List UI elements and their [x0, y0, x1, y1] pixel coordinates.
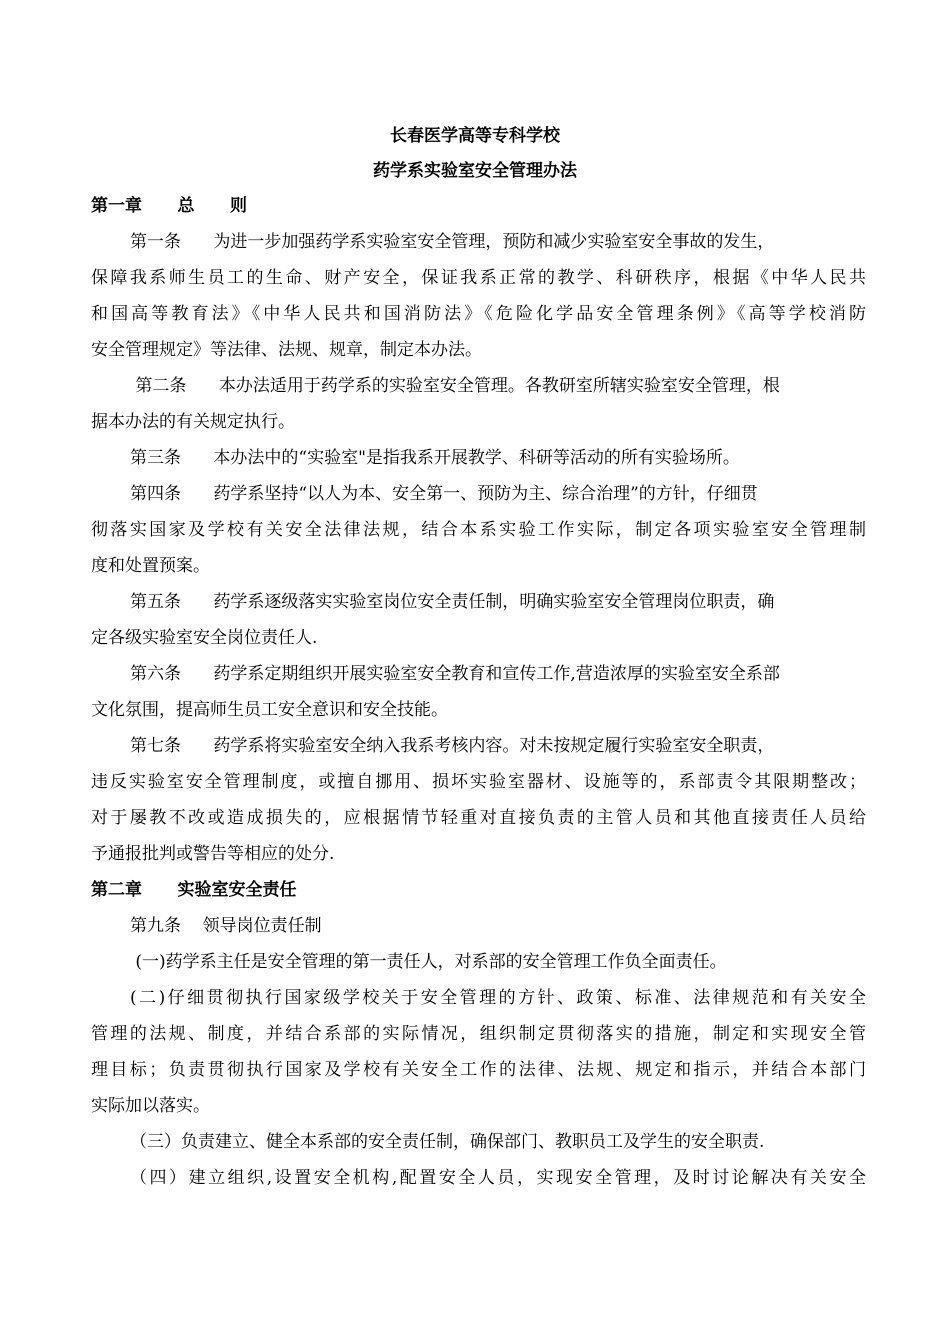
article-3-line: 第三条 本办法中的“实验室"是指我系开展教学、科研等活动的所有实验场所。 [130, 448, 740, 468]
article-1-line: 第一条 为进一步加强药学系实验室安全管理，预防和减少实验室安全事故的发生， [130, 232, 775, 252]
clause-line: (二)仔细贯彻执行国家级学校关于安全管理的方针、政策、标准、法律规范和有关安全 [130, 988, 866, 1008]
article-6-line: 文化氛围，提高师生员工安全意识和安全技能。 [91, 700, 448, 720]
article-1-line: 安全管理规定》等法律、法规、规章，制定本办法。 [91, 340, 482, 360]
article-5-line: 第五条 药学系逐级落实实验室岗位安全责任制，明确实验室安全管理岗位职责，确 [130, 592, 775, 612]
chapter-1-heading: 第一章 总 则 [91, 196, 248, 216]
article-7-line: 第七条 药学系将实验室安全纳入我系考核内容。对未按规定履行实验室安全职责， [130, 736, 775, 756]
article-4-line: 彻落实国家及学校有关安全法律法规，结合本系实验工作实际，制定各项实验室安全管理制 [91, 520, 866, 540]
clause-line: 理目标；负责贯彻执行国家及学校有关安全工作的法律、法规、规定和指示，并结合本部门 [91, 1060, 866, 1080]
article-6-line: 第六条 药学系定期组织开展实验室安全教育和宣传工作,营造浓厚的实验室安全系部 [130, 664, 780, 684]
article-2-line: 第二条 本办法适用于药学系的实验室安全管理。各教研室所辖实验室安全管理，根 [130, 376, 780, 396]
article-9-heading: 第九条 领导岗位责任制 [130, 916, 322, 936]
clause-line: (一)药学系主任是安全管理的第一责任人，对系部的安全管理工作负全面责任。 [130, 952, 727, 972]
clause-line: （四）建立组织,设置安全机构,配置安全人员，实现安全管理，及时讨论解决有关安全 [130, 1168, 866, 1188]
document-title: 药学系实验室安全管理办法 [373, 161, 577, 181]
clause-line: 实际加以落实。 [91, 1096, 210, 1116]
article-4-line: 度和处置预案。 [91, 556, 210, 576]
document-title-school: 长春医学高等专科学校 [390, 126, 560, 146]
article-5-line: 定各级实验室安全岗位责任人. [91, 628, 318, 648]
chapter-2-heading: 第二章 实验室安全责任 [91, 880, 297, 900]
clause-line: 管理的法规、制度，并结合系部的实际情况，组织制定贯彻落实的措施，制定和实现安全管 [91, 1024, 866, 1044]
article-1-line: 和国高等教育法》《中华人民共和国消防法》《危险化学品安全管理条例》《高等学校消防 [91, 304, 866, 324]
clause-line: （三）负责建立、健全本系部的安全责任制，确保部门、教职员工及学生的安全职责. [130, 1132, 765, 1152]
article-1-line: 保障我系师生员工的生命、财产安全，保证我系正常的教学、科研秩序，根据《中华人民共 [91, 268, 866, 288]
article-7-line: 违反实验室安全管理制度，或擅自挪用、损坏实验室器材、设施等的，系部责令其限期整改； [91, 772, 866, 792]
article-7-line: 对于屡教不改或造成损失的，应根据情节轻重对直接负责的主管人员和其他直接责任人员给 [91, 808, 866, 828]
article-4-line: 第四条 药学系坚持“以人为本、安全第一、预防为主、综合治理”的方针，仔细贯 [130, 484, 758, 504]
article-2-line: 据本办法的有关规定执行。 [91, 412, 295, 432]
article-7-line: 予通报批判或警告等相应的处分. [91, 844, 335, 864]
